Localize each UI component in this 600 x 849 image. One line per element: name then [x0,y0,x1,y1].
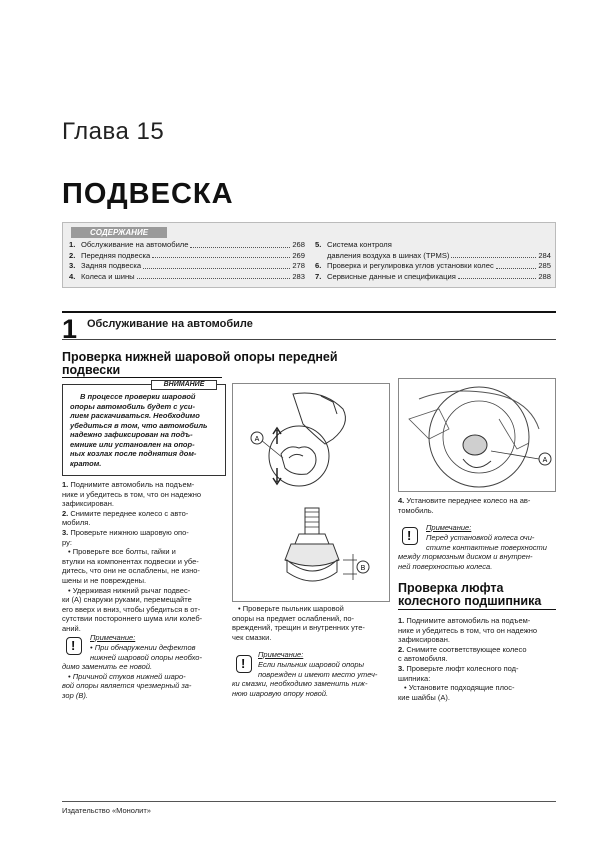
figure-ball-joint [232,383,390,602]
chapter-title: ПОДВЕСКА [62,178,234,210]
callout-a: A [254,436,260,443]
note-label: Примечание: [258,650,304,659]
footer-publisher: Издательство «Монолит» [62,806,151,815]
section-number: 1 [62,314,78,344]
table-of-contents [62,222,556,288]
toc-item[interactable]: 3. Задняя подвеска 278 [69,261,305,271]
toc-item[interactable]: 6. Проверка и регулировка углов установки колес 285 [315,261,551,271]
warning-text: В процессе проверки шаровой опоры автомобиль будет с уси- лием раскачиваться. Необходимо убедиться в том, что автомобиль надежно зафиксирован на подъ- емнике или установлен на опор- ных козлах после поднятия дом- кратом. [70,392,208,468]
ball-joint-illustration [233,384,391,603]
wheel-hub-illustration [399,379,557,493]
column-3-step4: 4. Установите переднее колесо на ав- томобиль. [398,496,531,515]
heading-rule [398,609,556,610]
callout-b: B [360,565,366,572]
toc-heading: СОДЕРЖАНИЕ [71,227,167,238]
toc-item[interactable]: давления воздуха в шинах (TPMS) 284 [327,250,551,260]
section-header [62,311,556,344]
toc-column-right [315,240,551,282]
toc-item[interactable]: 5. Система контроля [315,240,392,249]
toc-item[interactable]: 4. Колеса и шины 283 [69,271,305,281]
toc-column-left [69,240,305,282]
figure-wheel-hub [398,378,556,492]
subsection-heading-bearing: Проверка люфта колесного подшипника [398,581,542,608]
column-1-text: 1. Поднимите автомобиль на подъем- нике и убедитесь в том, что он надежно зафиксирован. 2. Снимите переднее колесо с авто- мобиля. 3. Проверьте нижнюю шаровую опо- ру: • Проверьте все болты, гайки и втулки на компонентах подвески и убе- дитесь, что они не ослаблены, не изно- шены и не повреждены. • Удерживая нижний рычаг подвес- ки (A) снаружи руками, перемещайте его вверх и вниз, чтобы убедиться в от- сутствии постороннего шума или колеб- аний. [62,480,203,633]
subsection-heading: Проверка нижней шаровой опоры передней подвески [62,350,338,377]
warning-box [62,381,226,476]
footer-rule [62,801,556,802]
chapter-label: Глава 15 [62,118,165,145]
column-2-text: • Проверьте пыльник шаровой опоры на предмет ослаблений, по- вреждений, трещин и внутренних уте- чек смазки. [232,604,365,642]
note-text: • При обнаружении дефектов нижней шаровой опоры необхо- димо заменить ее новой. • Причиной стуков нижней шаро- вой опоры является чрезмерный за- зор (B). [62,643,202,700]
heading-rule [62,377,222,378]
toc-item[interactable]: 1. Обслуживание на автомобиле 268 [69,240,305,249]
note-label: Примечание: [426,523,472,532]
toc-item[interactable]: 7. Сервисные данные и спецификация 288 [315,271,551,281]
warning-label: ВНИМАНИЕ [151,380,217,390]
callout-a: A [542,457,548,464]
note-text: Если пыльник шаровой опоры поврежден и имеют место утеч- ки смазки, необходимо заменить ниж- нюю шаровую опору новой. [232,660,378,698]
section-title: Обслуживание на автомобиле [87,318,253,330]
column-3-text: 1. Поднимите автомобиль на подъем- нике и убедитесь в том, что он надежно зафиксирован. 2. Снимите соответствующее колесо с автомобиля. 3. Проверьте люфт колесного под- шипника: • Установите подходящие плос- кие шайбы (A). [398,616,538,702]
toc-item[interactable]: 2. Передняя подвеска 269 [69,250,305,260]
note-text: Перед установкой колеса очи- стите контактные поверхности между тормозным диском и внутрен- ней поверхностью колеса. [398,533,547,571]
note-label: Примечание: [90,633,136,642]
